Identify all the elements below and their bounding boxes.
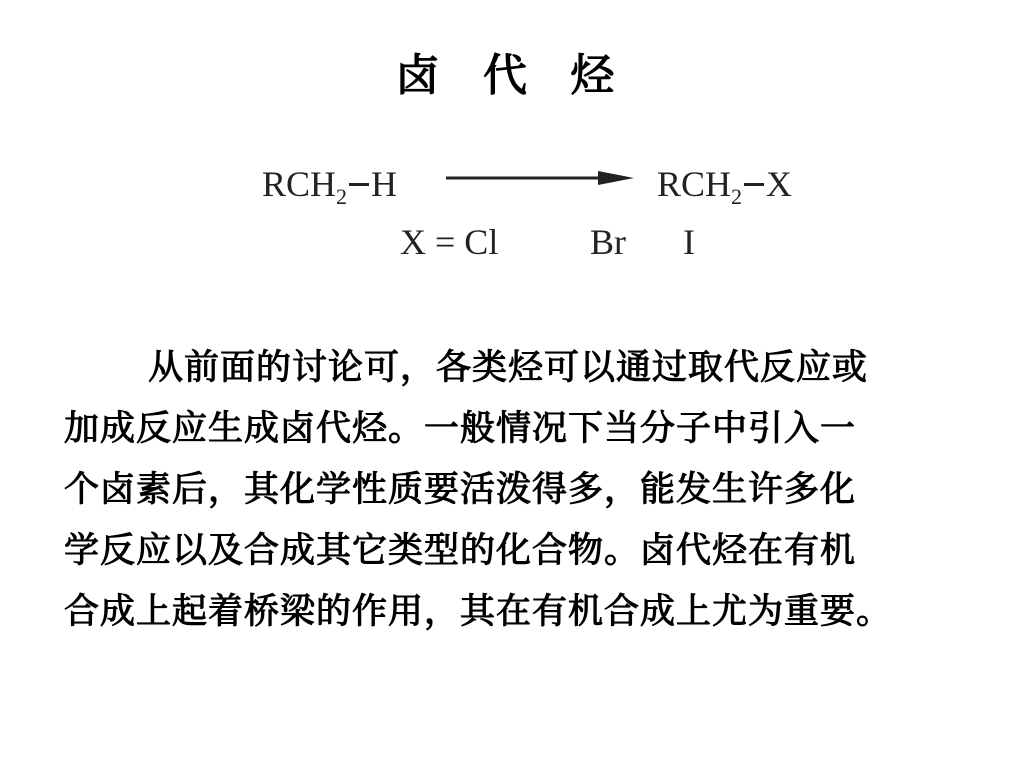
product-prefix: RCH (657, 164, 732, 204)
paragraph-line: 合成上起着桥梁的作用，其在有机合成上尤为重要。 (64, 592, 893, 632)
body-paragraph (64, 338, 964, 643)
product-subscript: 2 (731, 184, 743, 209)
reactant-formula (262, 164, 398, 209)
reactant-subscript: 2 (336, 184, 348, 209)
product-suffix: X (766, 164, 793, 204)
product-bond (744, 183, 764, 186)
slide-title: 卤 代 烃 (395, 50, 629, 101)
reaction-arrow-icon (446, 168, 636, 188)
paragraph-line: 个卤素后，其化学性质要活泼得多，能发生许多化 (64, 470, 857, 510)
reactant-prefix: RCH (262, 164, 337, 204)
reaction-equation (0, 150, 1024, 270)
paragraph-line: 从前面的讨论可，各类烃可以通过取代反应或 (148, 348, 869, 388)
reactant-suffix: H (371, 164, 398, 204)
reactant-bond (349, 183, 369, 186)
paragraph-line: 加成反应生成卤代烃。一般情况下当分子中引入一 (64, 409, 857, 449)
halogen-i-label: I (683, 222, 695, 262)
halogen-br-label: Br (590, 222, 626, 262)
halogen-x-label: X = Cl (400, 222, 499, 262)
product-formula (657, 164, 793, 209)
paragraph-line: 学反应以及合成其它类型的化合物。卤代烃在有机 (64, 531, 857, 571)
